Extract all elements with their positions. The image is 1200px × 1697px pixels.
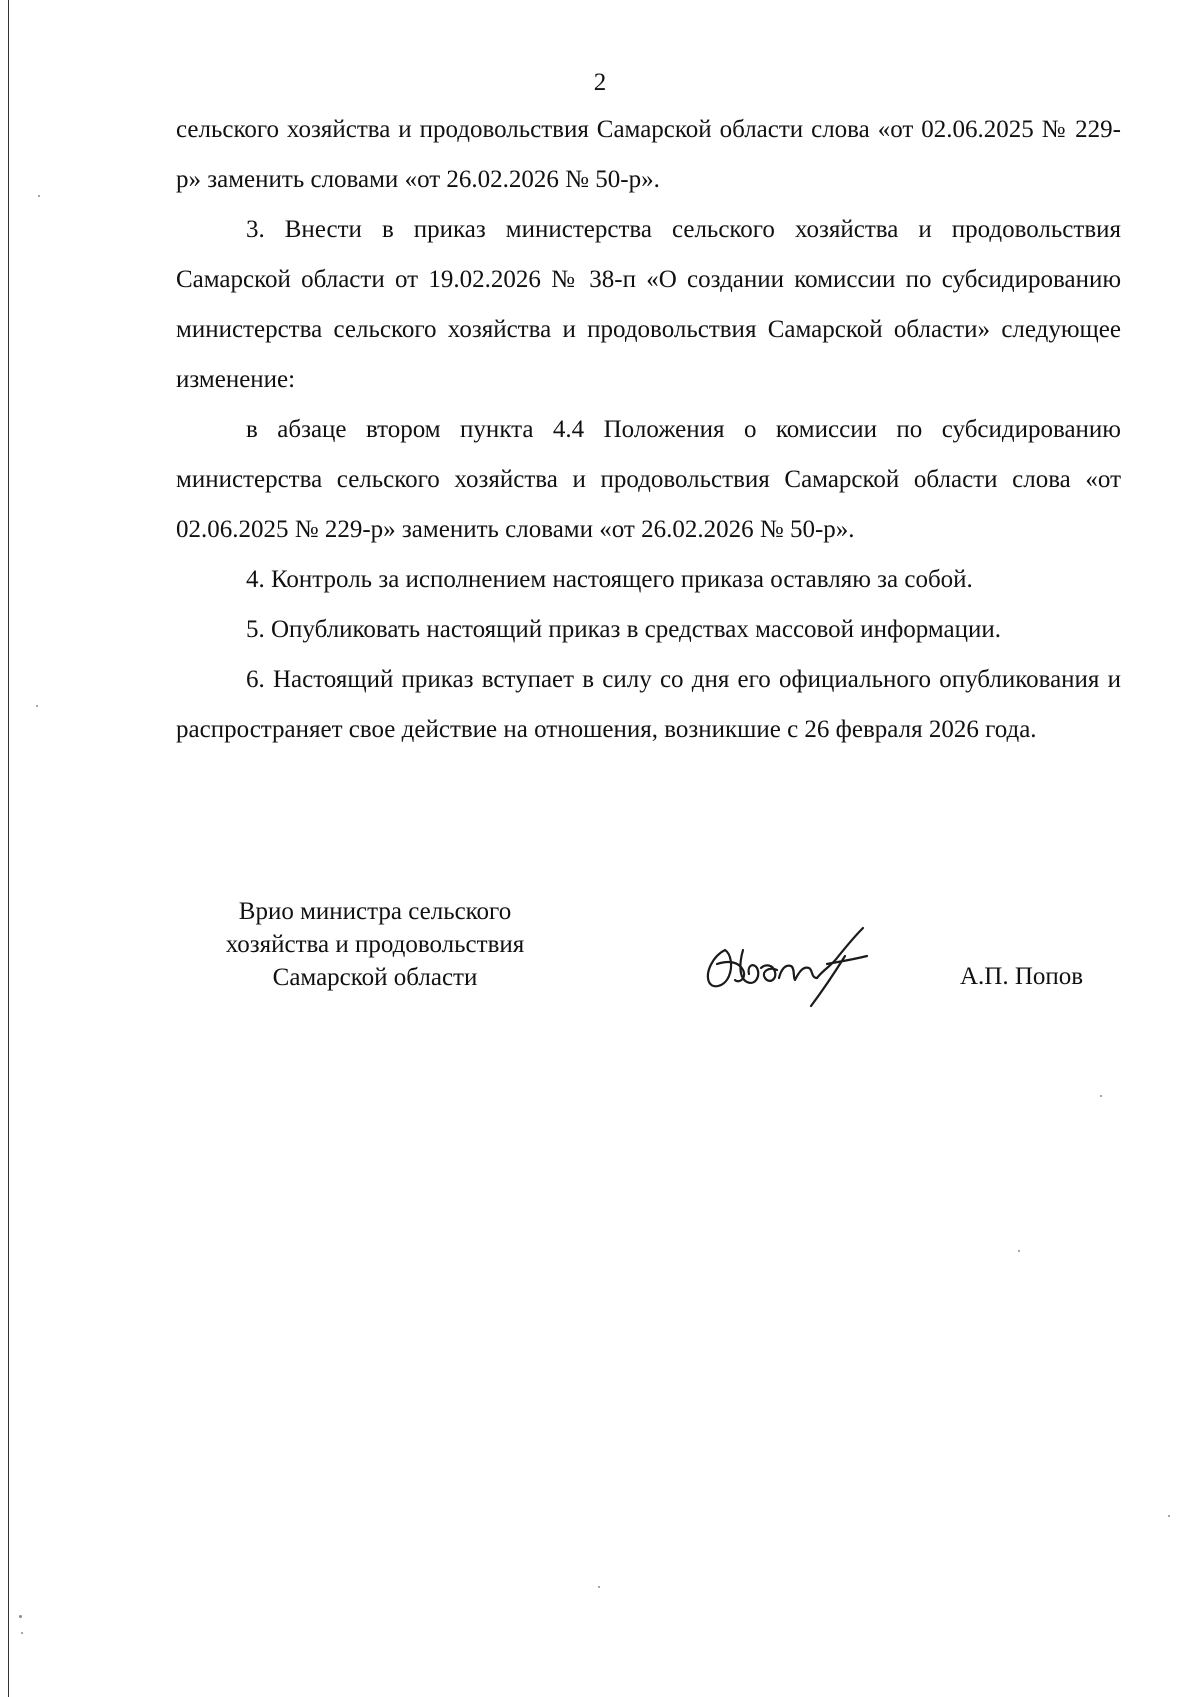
signer-title-line: Врио министра сельского	[238, 898, 512, 925]
signer-name: А.П. Попов	[960, 963, 1084, 990]
scan-speck	[1018, 1250, 1020, 1252]
page-number: 2	[593, 69, 607, 96]
scan-speck	[1168, 1515, 1170, 1517]
paragraph-item-3: 3. Внести в приказ министерства сельского хозяйства и продовольствия Самарской области от 19.02.2026 № 38-п «О создании комиссии по субсидированию министерства сельского хозяйства и продовольствия Самарской области» следующее изменение:	[176, 216, 1121, 393]
scan-left-edge	[8, 0, 9, 1697]
scan-speck	[38, 195, 40, 197]
paragraph-item-4: 4. Контроль за исполнением настоящего приказа оставляю за собой.	[246, 566, 973, 593]
signer-title-line: Самарской области	[272, 964, 478, 991]
handwritten-signature	[695, 920, 875, 1012]
scan-speck	[19, 1615, 22, 1618]
scan-speck	[21, 1632, 23, 1634]
signer-title	[180, 895, 570, 994]
scan-speck	[598, 1586, 600, 1588]
document-body	[176, 105, 1121, 755]
scan-speck	[36, 705, 38, 707]
paragraph-item-6: 6. Настоящий приказ вступает в силу со дня его официального опубликования и распространяет свое действие на отношения, возникшие с 26 февраля 2026 года.	[176, 666, 1121, 743]
paragraph-item-5: 5. Опубликовать настоящий приказ в средствах массовой информации.	[246, 616, 1002, 643]
signer-title-line: хозяйства и продовольствия	[225, 931, 525, 958]
scan-speck	[1100, 1095, 1102, 1097]
paragraph-amendment: в абзаце втором пункта 4.4 Положения о комиссии по субсидированию министерства сельского хозяйства и продовольствия Самарской области слова «от 02.06.2025 № 229-р» заменить словами «от 26.02.2026 № 50-р».	[176, 416, 1121, 543]
paragraph-continuation: сельского хозяйства и продовольствия Самарской области слова «от 02.06.2025 № 229-р» заменить словами «от 26.02.2026 № 50-р».	[176, 116, 1121, 193]
